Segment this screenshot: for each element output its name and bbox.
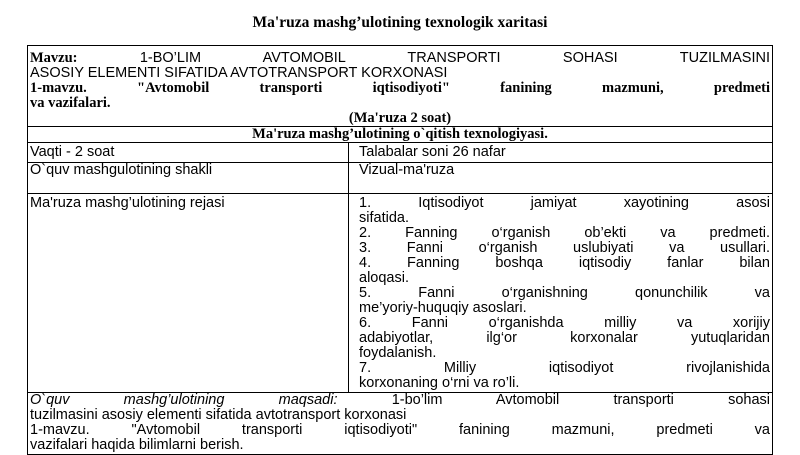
plan-item-4-cont: aloqasi. [359, 270, 409, 286]
form-row [28, 163, 773, 194]
time-cell: Vaqti - 2 soat [28, 143, 349, 163]
tech-header-row [28, 127, 773, 143]
plan-item-4: 4. Fanning boshqa iqtisodiy fanlar bilan [359, 255, 770, 271]
time-row [28, 143, 773, 163]
goal-label: O`quv mashg’ulotining maqsadi: [30, 392, 338, 408]
topic-line-1 [30, 51, 770, 66]
plan-item-5-cont: me’yoriy-huquqiy asoslari. [359, 300, 527, 316]
students-cell: Talabalar soni 26 nafar [349, 143, 773, 163]
form-label: O`quv mashgulotining shakli [28, 163, 349, 194]
plan-item-7: 7. Milliy iqtisodiyot rivojlanishida [359, 360, 770, 376]
goal-line-1 [30, 393, 770, 408]
plan-label: Ma'ruza mashg’ulotining rejasi [28, 194, 349, 393]
plan-item-6-cont-2: foydalanish. [359, 345, 437, 361]
plan-item-6-cont: adabiyotlar, ilg‘or korxonalar yutuqlaridan [359, 330, 770, 346]
plan-row [28, 194, 773, 393]
plan-item-7-cont: korxonaning o‘rni va ro’li. [359, 375, 520, 391]
goal-cell [28, 393, 773, 455]
form-value: Vizual-ma'ruza [349, 163, 773, 194]
lecture-title-line-1: 1-mavzu. "Avtomobil transporti iqtisodiyoti" fanining mazmuni, predmeti [30, 80, 770, 96]
section-title-line-1: 1-BO’LIM AVTOMOBIL TRANSPORTI SOHASI TUZILMASINI [139, 50, 770, 66]
plan-item-6: 6. Fanni o‘rganishda milliy va xorijiy [359, 315, 770, 331]
tech-map-table [27, 45, 773, 455]
plan-item-3: 3. Fanni o‘rganish uslubiyati va usullari. [359, 240, 770, 256]
plan-list [349, 194, 773, 393]
lecture-hours: (Ma'ruza 2 soat) [348, 110, 452, 126]
plan-item-5: 5. Fanni o‘rganishning qonunchilik va [359, 285, 770, 301]
plan-item-2: 2. Fanning o‘rganish ob’ekti va predmeti. [359, 225, 770, 241]
topic-label: Mavzu: [30, 50, 78, 66]
goal-line-4: vazifalari haqida bilimlarni berish. [30, 437, 244, 453]
lecture-title-line-2: va vazifalari. [30, 95, 111, 111]
tech-header: Ma'ruza mashg’ulotining o`qitish texnologiyasi. [28, 127, 773, 143]
goal-row [28, 393, 773, 455]
plan-item-1-cont: sifatida. [359, 210, 409, 226]
section-title-line-2: ASOSIY ELEMENTI SIFATIDA AVTOTRANSPORT KORXONASI [30, 65, 448, 81]
document-title: Ma'ruza mashg’ulotining texnologik xaritasi [252, 14, 548, 31]
goal-line-2: tuzilmasini asosiy elementi sifatida avtotransport korxonasi [30, 407, 407, 423]
goal-text-1: 1-bo’lim Avtomobil transporti sohasi [391, 392, 771, 408]
goal-line-3: 1-mavzu. "Avtomobil transporti iqtisodiyoti" fanining mazmuni, predmeti va [30, 422, 770, 438]
topic-row [28, 46, 773, 127]
plan-item-1: 1. Iqtisodiyot jamiyat xayotining asosi [359, 195, 770, 211]
